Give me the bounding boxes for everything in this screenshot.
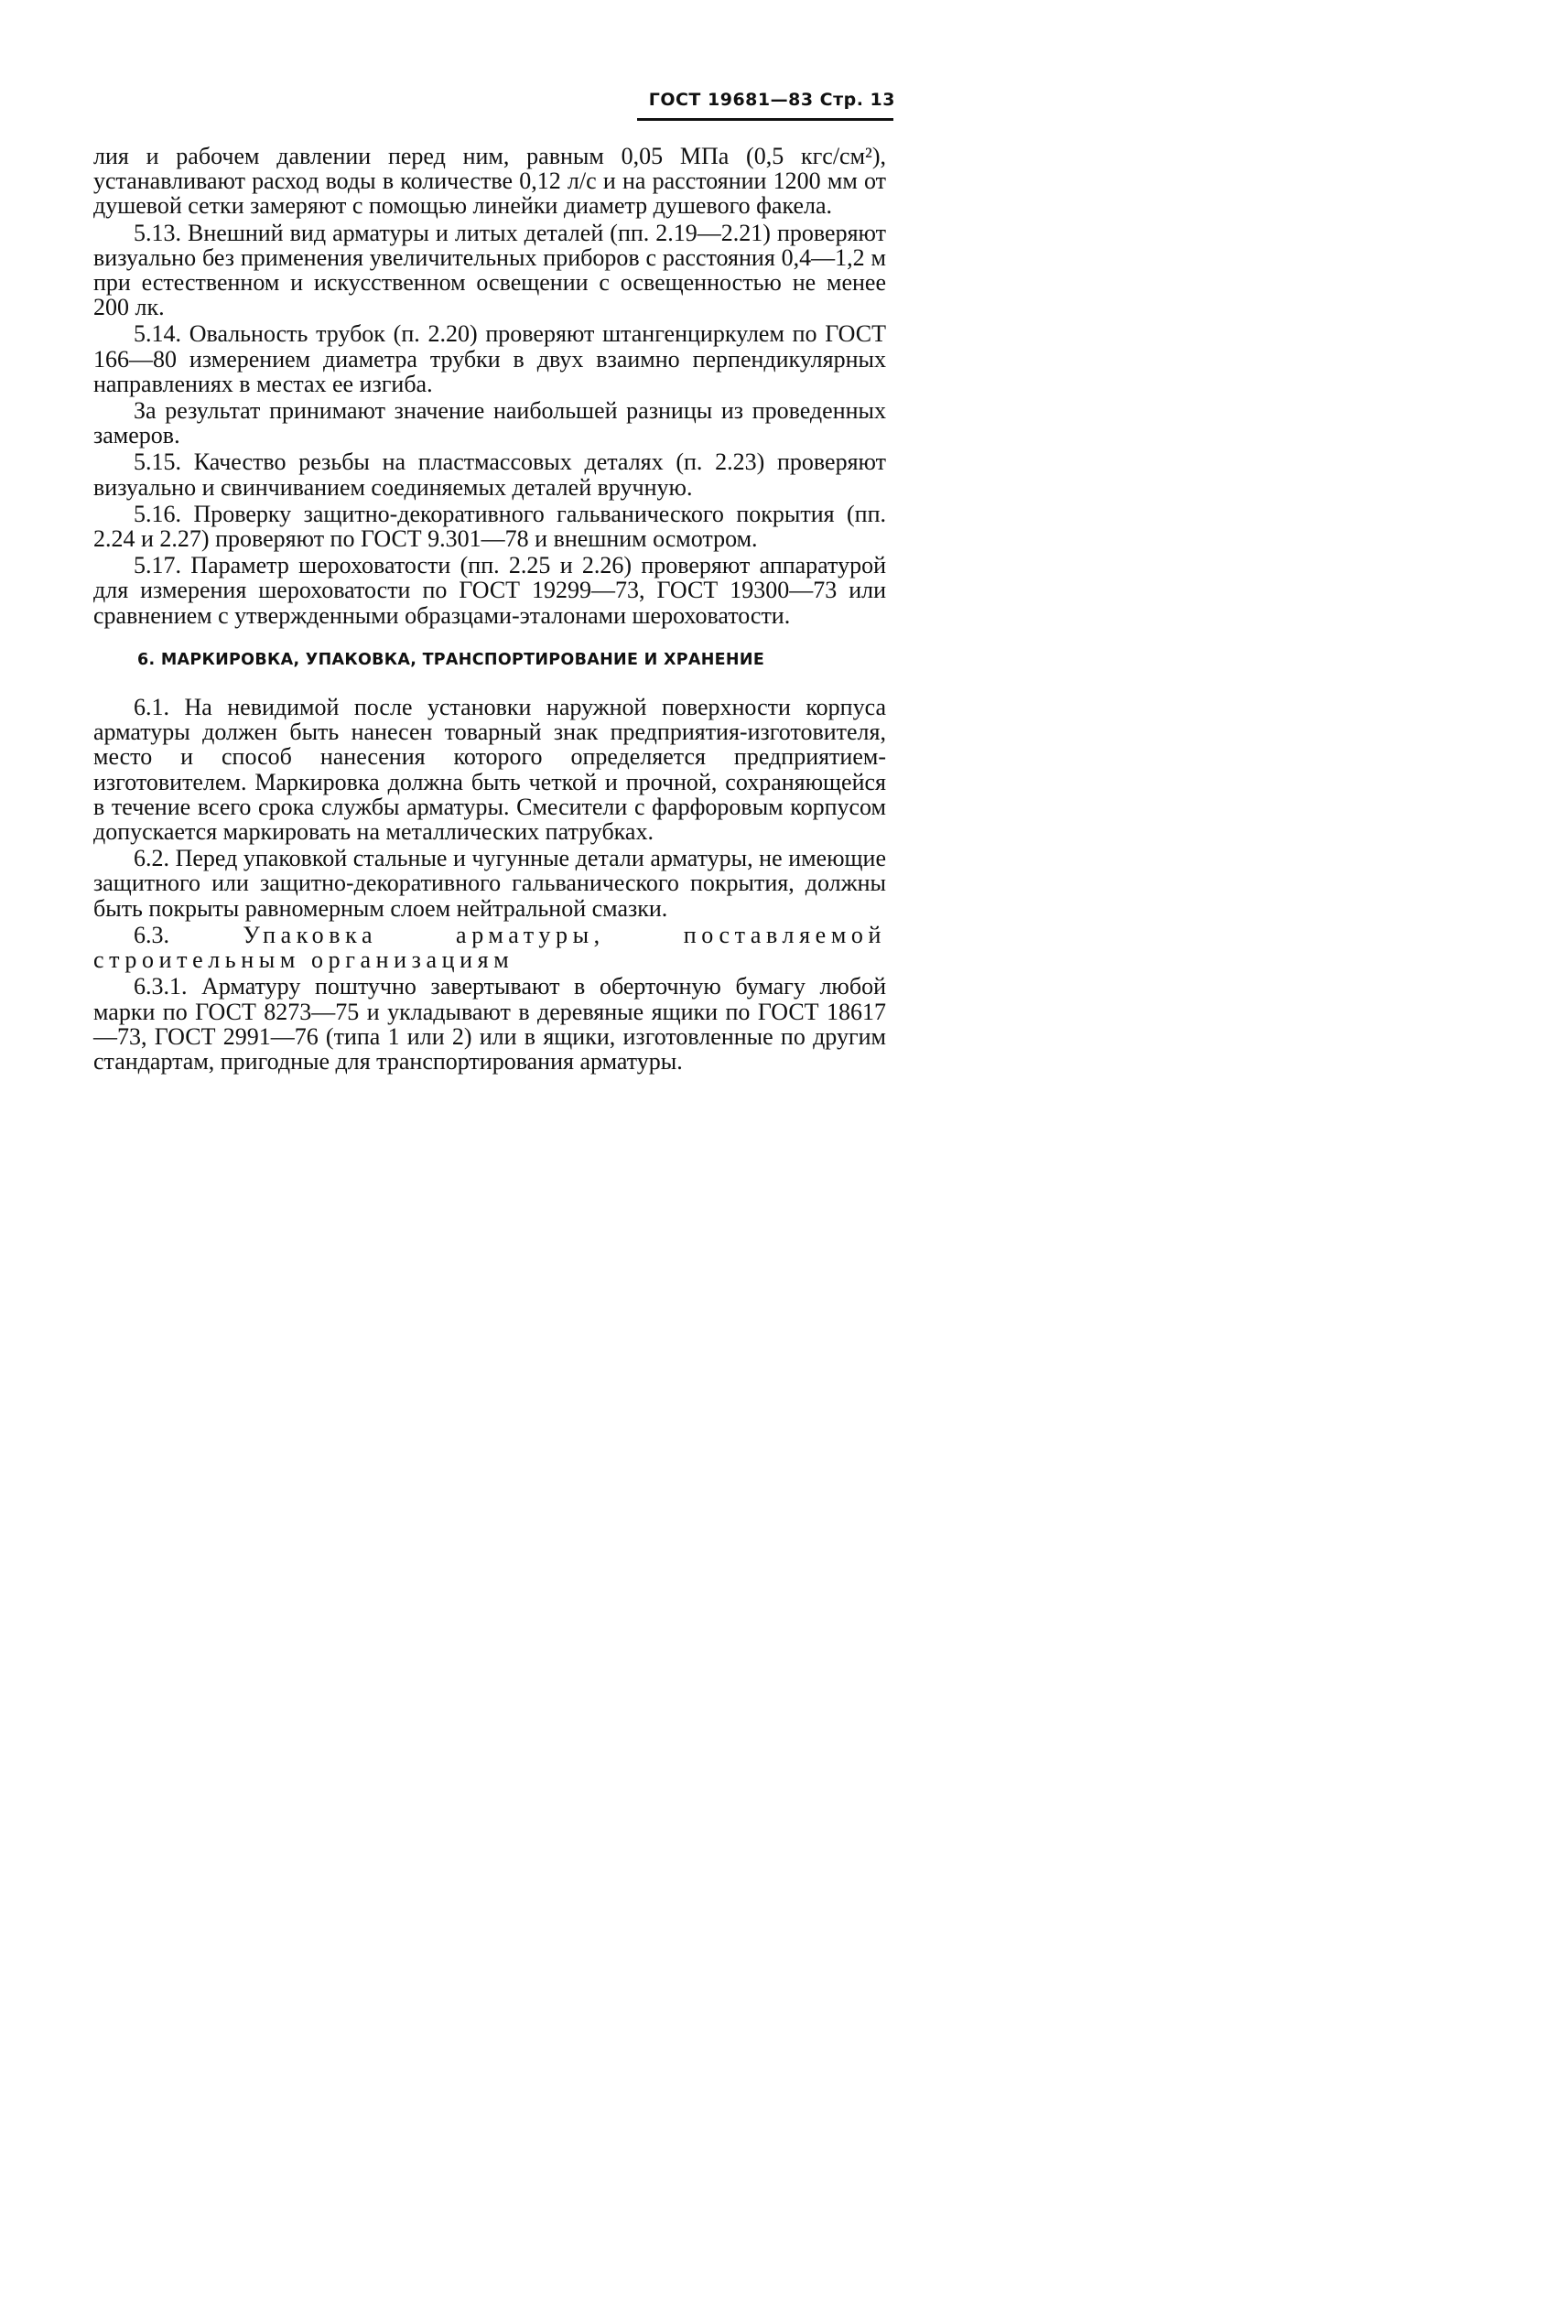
paragraph-5-13: 5.13. Внешний вид арматуры и литых деталей (пп. 2.19—2.21) проверяют визуально без применения увеличительных приборов с расстояния 0,4—1,2 м при естественном и искусственном освещении с освещенностью не менее 200 лк. xyxy=(93,219,886,321)
paragraph-5-14-result: За результат принимают значение наибольшей разницы из проведенных замеров. xyxy=(93,397,886,449)
paragraph-5-14: 5.14. Овальность трубок (п. 2.20) проверяют штангенциркулем по ГОСТ 166—80 измерением диаметра трубки в двух взаимно перпендикулярных направлениях в местах ее изгиба. xyxy=(93,320,886,397)
paragraph-5-12-continued: лия и рабочем давлении перед ним, равным 0,05 МПа (0,5 кгс/см²), устанавливают расход воды в количестве 0,12 л/с и на расстоянии 1200 мм от душевой сетки замеряют с помощью линейки диаметр душевого факела. xyxy=(93,143,886,220)
paragraph-6-3-number: 6.3. xyxy=(134,921,169,948)
paragraph-6-1: 6.1. На невидимой после установки наружной поверхности корпуса арматуры должен быть нанесен товарный знак предприятия-изготовителя, место и способ нанесения которого определяется предприятием-изготовителем. Маркировка должна быть четкой и прочной, сохраняющейся в течение всего срока службы арматуры. Смесители с фарфоровым корпусом допускается маркировать на металлических патрубках. xyxy=(93,694,886,846)
section-6-title: 6. МАРКИРОВКА, УПАКОВКА, ТРАНСПОРТИРОВАНИЕ И ХРАНЕНИЕ xyxy=(137,650,765,669)
paragraph-6-2: 6.2. Перед упаковкой стальные и чугунные детали арматуры, не имеющие защитного или защитно-декоративного гальванического покрытия, должны быть покрыты равномерным слоем нейтральной смазки. xyxy=(93,845,886,922)
paragraph-5-16: 5.16. Проверку защитно-декоративного гальванического покрытия (пп. 2.24 и 2.27) проверяют по ГОСТ 9.301—78 и внешним осмотром. xyxy=(93,500,886,553)
paragraph-6-3-1: 6.3.1. Арматуру поштучно завертывают в оберточную бумагу любой марки по ГОСТ 8273—75 и укладывают в деревяные ящики по ГОСТ 18617—73, ГОСТ 2991—76 (типа 1 или 2) или в ящики, изготовленные по другим стандартам, пригодные для транспортирования арматуры. xyxy=(93,973,886,1075)
document-body xyxy=(93,144,886,1074)
header-rule xyxy=(637,118,893,121)
paragraph-5-15: 5.15. Качество резьбы на пластмассовых деталях (п. 2.23) проверяют визуально и свинчиванием соединяемых деталей вручную. xyxy=(93,449,886,501)
paragraph-6-3-heading: Упаковка арматуры, поставляемой строительным организациям xyxy=(93,921,886,974)
page-header: ГОСТ 19681—83 Стр. 13 xyxy=(648,90,895,110)
paragraph-6-3 xyxy=(93,923,886,972)
paragraph-5-17: 5.17. Параметр шероховатости (пп. 2.25 и 2.26) проверяют аппаратурой для измерения шероховатости по ГОСТ 19299—73, ГОСТ 19300—73 или сравнением с утвержденными образцами-эталонами шероховатости. xyxy=(93,552,886,629)
